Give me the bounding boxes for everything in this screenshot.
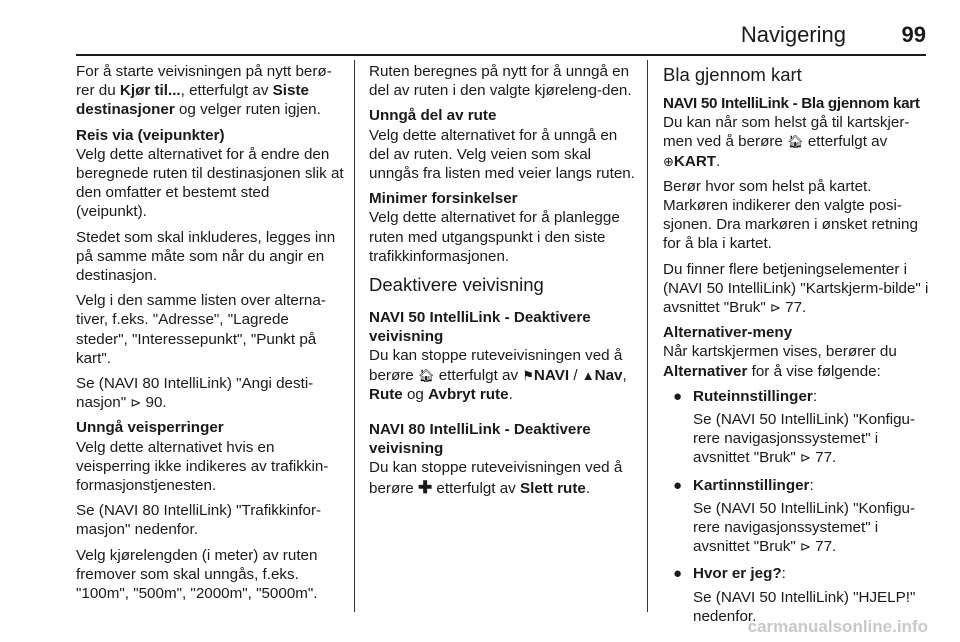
section-heading: NAVI 50 IntelliLink - Bla gjennom kart [663, 95, 920, 112]
menu-term: Siste destinasjoner [76, 82, 309, 119]
bullet: ● [673, 476, 683, 494]
paragraph: Velg dette alternativet hvis en veisperring ikke indikeres av trafikkin-formasjonstjenesten. [76, 438, 329, 495]
section-heading: Unngå del av rute [369, 107, 497, 125]
paragraph: Du kan når som helst gå til kartskjer-men ved å berøre 🏠︎ etterfulgt av ⊕KART. [663, 114, 910, 170]
flag-icon: ⚑ [522, 367, 534, 383]
intro-paragraph: For å starte veivisningen på nytt berø-rer du Kjør til..., etterfulgt av Siste destinasjoner og velger ruten igjen. [76, 63, 332, 119]
section-heading: Reis via (veipunkter) [76, 126, 225, 144]
menu-term: Kjør til... [119, 82, 181, 100]
page-reference-arrow-icon: ⊳ [130, 395, 142, 411]
column-divider [354, 60, 355, 612]
page-reference-arrow-icon: ⊳ [800, 450, 811, 466]
running-title: Navigering [740, 22, 846, 47]
paragraph: Stedet som skal inkluderes, legges inn på samme måte som når du angir en destinasjon. [76, 228, 336, 285]
list-item: ● Hvor er jeg?: Se (NAVI 50 IntelliLink) "HJELP!" nedenfor. [673, 565, 916, 625]
page-reference: 77. [815, 449, 837, 467]
paragraph: Velg i den samme listen over alterna-tiver, f.eks. "Adresse", "Lagrede steder", "Interessepunkt", "Punkt på kart". [76, 292, 326, 367]
paragraph: Se (NAVI 80 IntelliLink) "Angi desti-nasjon" ⊳ 90. [76, 375, 314, 412]
column-1 [76, 62, 344, 609]
section-heading: NAVI 50 IntelliLink - Deaktivere veivisning [369, 309, 591, 346]
paragraph: Du kan stoppe ruteveivisningen ved å berøre 🏠︎ etterfulgt av ⚑NAVI / ▲Nav, Rute og Avbryt rute. [369, 347, 627, 403]
paragraph: Berør hvor som helst på kartet. Markøren indikerer den valgte posi-sjonen. Dra markøren i ønsket retning for å bla i kartet. [663, 177, 918, 253]
cross-icon: ✚ [417, 477, 433, 497]
list-item: ● Kartinnstillinger: Se (NAVI 50 IntelliLink) "Konfigu-rere navigasjonssystemet" i avsnittet "Bruk" ⊳ 77. [673, 476, 916, 556]
page-reference: 77. [785, 299, 807, 317]
bullet: ● [673, 565, 683, 583]
house-icon: 🏠︎ [787, 134, 804, 150]
section-heading: Unngå veisperringer [76, 419, 224, 437]
paragraph: Du kan stoppe ruteveivisningen ved å berøre ✚ etterfulgt av Slett rute. [369, 459, 623, 497]
globe-icon: ⊕ [663, 153, 674, 169]
paragraph: Du finner flere betjeningselementer i (NAVI 50 IntelliLink) "Kartskjerm-bilde" i avsnittet "Bruk" ⊳ 77. [663, 260, 929, 317]
list-item: ● Ruteinnstillinger: Se (NAVI 50 IntelliLink) "Konfigu-rere navigasjonssystemet" i avsnittet "Bruk" ⊳ 77. [673, 387, 916, 467]
options-list [663, 387, 929, 626]
column-divider [647, 60, 648, 612]
paragraph: Når kartskjermen vises, berører du Alternativer for å vise følgende: [663, 343, 897, 380]
paragraph: Velg dette alternativet for å endre den beregnede ruten til destinasjonen slik at den omfatter et bestemt sted (veipunkt). [76, 145, 344, 221]
chapter-heading: Bla gjennom kart [663, 64, 802, 85]
column-2 [369, 62, 635, 504]
paragraph: Ruten beregnes på nytt for å unngå en del av ruten i den valgte kjøreleng-den. [369, 63, 632, 100]
bullet: ● [673, 387, 683, 405]
page-reference-arrow-icon: ⊳ [770, 300, 781, 316]
page-reference: 77. [815, 538, 837, 556]
section-heading: Alternativer-meny [663, 324, 793, 342]
navigation-arrow-icon: ▲ [581, 367, 595, 383]
section-heading: Minimer forsinkelser [369, 190, 518, 208]
header-rule [76, 54, 926, 56]
page-reference: 90. [145, 394, 167, 412]
house-icon: 🏠︎ [417, 367, 435, 383]
page-reference-arrow-icon: ⊳ [800, 539, 811, 555]
chapter-heading: Deaktivere veivisning [369, 274, 544, 296]
paragraph: Velg dette alternativet for å unngå en del av ruten. Velg veien som skal unngås fra listen med veier langs ruten. [369, 126, 635, 183]
page-number: 99 [901, 22, 926, 47]
paragraph: Velg dette alternativet for å planlegge ruten med utgangspunkt i den siste trafikkinformasjonen. [369, 209, 620, 265]
paragraph: Se (NAVI 80 IntelliLink) "Trafikkinfor-masjon" nedenfor. [76, 502, 322, 539]
watermark: carmanualsonline.info [747, 617, 928, 636]
column-3 [663, 62, 929, 634]
section-heading: NAVI 80 IntelliLink - Deaktivere veivisning [369, 421, 591, 458]
paragraph: Velg kjørelengden (i meter) av ruten fremover som skal unngås, f.eks. "100m", "500m", "2000m", "5000m". [76, 546, 318, 603]
